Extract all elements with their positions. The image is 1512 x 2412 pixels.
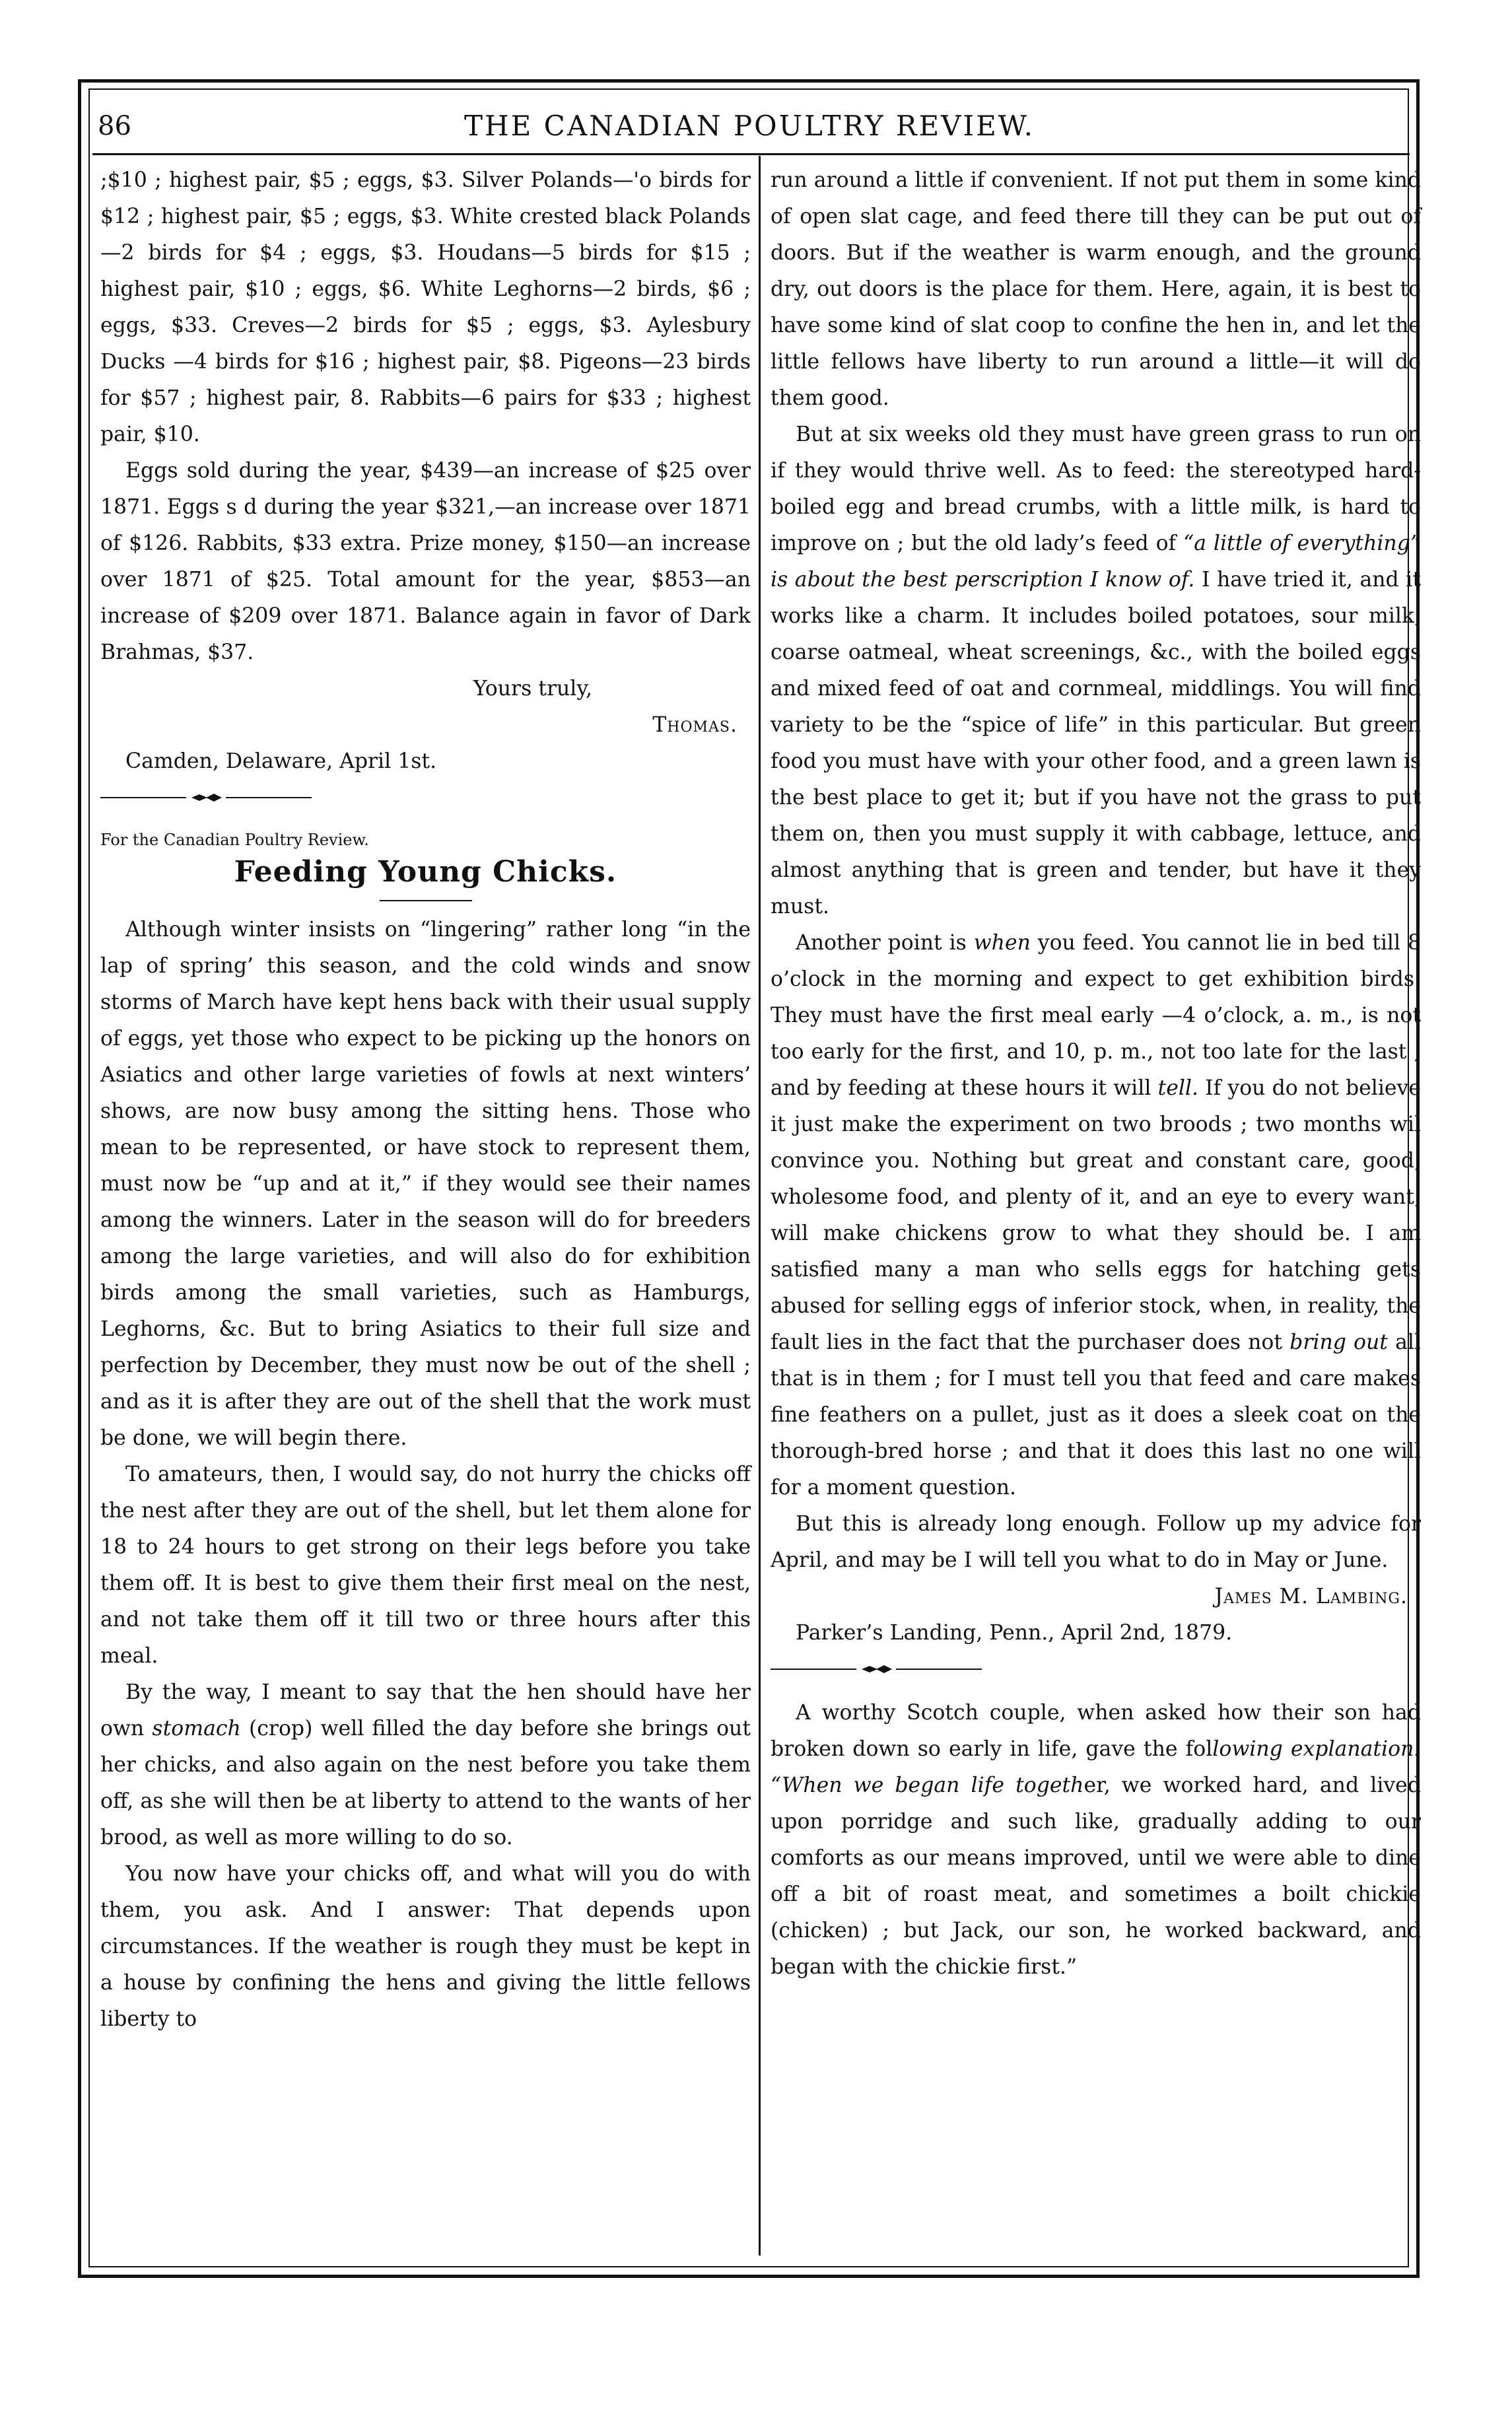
emphasis: stomach — [152, 1717, 241, 1740]
article-signature: James M. Lambing. — [1214, 1585, 1408, 1608]
emphasis: bring out — [1289, 1330, 1388, 1354]
article-paragraph: run around a little if convenient. If not put them in some kind of open slat cage, and feed there till they can be put out of doors. But if the weather is warm enough, and the ground dry, out doors is the place for them. Here, again, it is best to have some kind of slat coop to confine the hen in, and let the little fellows have liberty to run around a little—it will do them good. — [771, 168, 1421, 410]
article-paragraph: You now have your chicks off, and what will you do with them, you ask. And I answer: That depends upon circumstances. If the weather is rough they must be kept in a house by confining the hens and giving the little fellows liberty to — [100, 1862, 751, 2031]
article-paragraph: Although winter insists on “lingering” rather long “in the lap of spring’ this season, and the cold winds and snow storms of March have kept hens back with their usual supply of eggs, yet those who expect to be picking up the honors on Asiatics and other large varieties of fowls at next winters’ shows, are now busy among the sitting hens. Those who mean to be represented, or have stock to represent them, must now be “up and at it,” if they would see their names among the winners. Later in the season will do for breeders among the large varieties, and will also do for exhibition birds among the small varieties, such as Hamburgs, Leghorns, &c. But to bring Asiatics to their full size and perfection by December, they must now be out of the shell ; and as it is after they are out of the shell that the work must be done, we will begin there. — [100, 918, 751, 1450]
anecdote-paragraph: A worthy Scotch couple, when asked how their son had broken down so early in life, gave the following explanation: “When we began life together, we worked hard, and lived upon porridge and such like, gradually adding to our comforts as our means improved, until we were able to dine off a bit of roast meat, and sometimes a boilt chickie (chicken) ; but Jack, our son, he worked backward, and began with the chickie first.” — [771, 1701, 1421, 1979]
letter-signature: Thomas. — [652, 713, 738, 737]
ornament-separator — [100, 793, 312, 802]
left-column — [100, 162, 751, 2038]
article-paragraph: By the way, I meant to say that the hen should have her own stomach (crop) well filled the day before she brings out her chicks, and also again on the nest before you take them off, as she will then be at liberty to attend to the wants of her brood, as well as more willing to do so. — [100, 1680, 751, 1849]
article-paragraph: To amateurs, then, I would say, do not hurry the chicks off the nest after they are out of the shell, but let them alone for 18 to 24 hours to get strong on their legs before you take them off. It is best to give them their first meal on the nest, and not take them off it till two or three hours after this meal. — [100, 1463, 751, 1668]
ornament-separator — [771, 1665, 982, 1674]
emphasis: tell. — [1157, 1076, 1199, 1100]
title-rule — [380, 900, 472, 901]
article-paragraph: Another point is when you feed. You cannot lie in bed till 8 o’clock in the morning and expect to get exhibition birds. They must have the first meal early —4 o’clock, a. m., is not too early for the first, and 10, p. m., not too late for the last ; and by feeding at these hours it will tell. If you do not believe it just make the experiment on two broods ; two months wil convince you. Nothing but great and constant care, good, wholesome food, and plenty of it, and an eye to every want, will make chickens grow to what they should be. I am satisfied many a man who sells eggs for hatching gets abused for selling eggs of inferior stock, when, in reality, the fault lies in the fact that the purchaser does not bring out all that is in them ; for I must tell you that feed and care makes fine feathers on a pullet, just as it does a sleek coat on the thorough-bred horse ; and that it does this last no one will for a moment question. — [771, 931, 1421, 1499]
column-divider — [759, 156, 761, 2256]
article-paragraph: But at six weeks old they must have green grass to run on if they would thrive well. As to feed: the stereotyped hard-boiled egg and bread crumbs, with a little milk, is hard to improve on ; but the old lady’s feed of “a little of everything” is about the best perscription I know of. I have tried it, and it works like a charm. It includes boiled potatoes, sour milk, coarse oatmeal, wheat screenings, &c., with the boiled eggs and mixed feed of oat and cornmeal, middlings. You will find variety to be the “spice of life” in this particular. But green food you must have with your other food, and a green lawn is the best place to get it; but if you have not the grass to put them on, then you must supply it with cabbage, lettuce, and almost anything that is green and tender, but have it they must. — [771, 423, 1421, 918]
emphasis: “a little of everything” is about the best perscription I know of. — [771, 532, 1421, 592]
letter-paragraph: ;$10 ; highest pair, $5 ; eggs, $3. Silver Polands—'o birds for $12 ; highest pair, $5 ; eggs, $3. White crested black Polands—2 birds for $4 ; eggs, $3. Houdans—5 birds for $15 ; highest pair, $10 ; eggs, $6. White Leghorns—2 birds, $6 ; eggs, $33. Creves—2 birds for $5 ; eggs, $3. Aylesbury Ducks —4 birds for $16 ; highest pair, $8. Pigeons—23 birds for $57 ; highest pair, 8. Rabbits—6 pairs for $33 ; highest pair, $10. — [100, 168, 751, 446]
header-rule — [92, 153, 1410, 155]
emphasis: lowing explanation: “When we began life togeth — [771, 1737, 1421, 1797]
page-number: 86 — [98, 111, 131, 141]
running-title: THE CANADIAN POULTRY REVIEW. — [464, 110, 1035, 142]
article-credit: For the Canadian Poultry Review. — [100, 831, 369, 849]
article-title: Feeding Young Chicks. — [234, 855, 617, 889]
article-paragraph: But this is already long enough. Follow up my advice for April, and may be I will tell you what to do in May or June. — [771, 1512, 1421, 1572]
right-column — [771, 162, 1421, 1985]
letter-signoff: Yours truly, — [473, 677, 592, 701]
letter-place-date: Camden, Delaware, April 1st. — [125, 749, 437, 773]
page-header — [92, 99, 1406, 145]
letter-paragraph: Eggs sold during the year, $439—an increase of $25 over 1871. Eggs s d during the year $321,—an increase over 1871 of $126. Rabbits, $33 extra. Prize money, $150—an increase over 1871 of $25. Total amount for the year, $853—an increase of $209 over 1871. Balance again in favor of Dark Brahmas, $37. — [100, 459, 751, 664]
emphasis: when — [973, 931, 1031, 955]
article-place-date: Parker’s Landing, Penn., April 2nd, 1879. — [796, 1621, 1233, 1645]
